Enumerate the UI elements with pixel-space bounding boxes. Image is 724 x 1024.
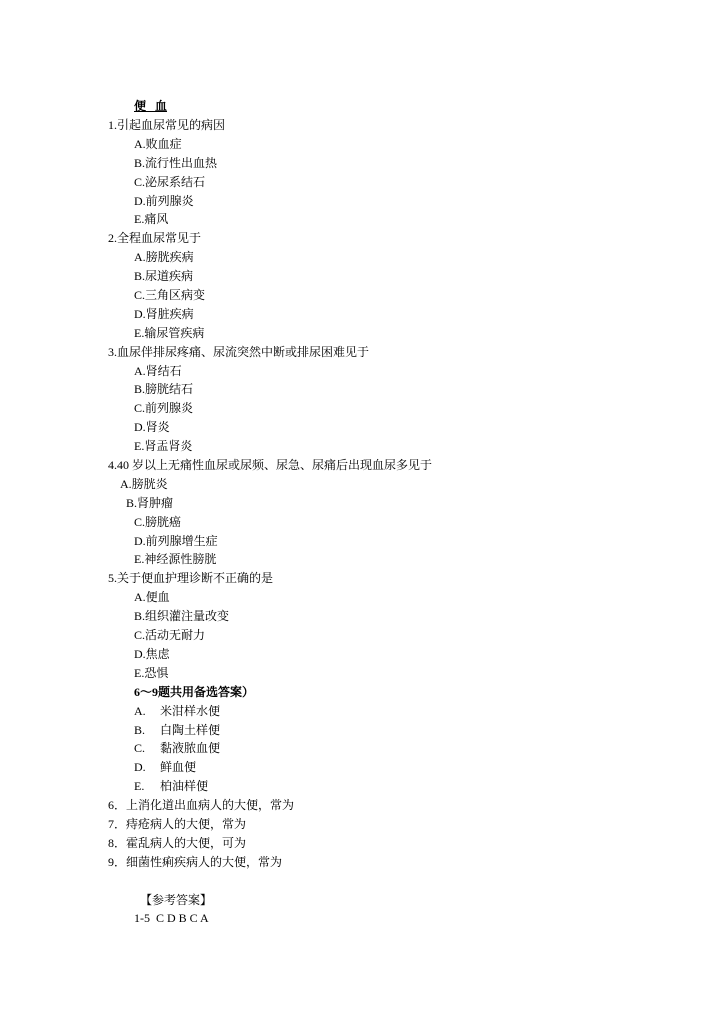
page-title: 便 血	[134, 99, 168, 113]
shared-option	[0, 777, 724, 796]
option: A.败血症	[134, 136, 182, 151]
option: E.输尿管疾病	[134, 325, 205, 340]
question: 4.40 岁以上无痛性血尿或尿频、尿急、尿痛后出现血尿多见于	[108, 458, 433, 473]
option: D.前列腺炎	[134, 193, 194, 208]
option-letter: A.	[134, 703, 146, 718]
option: C.三角区病变	[134, 288, 206, 303]
question: 1.引起血尿常见的病因	[108, 118, 226, 132]
question: 7．痔疮病人的大便，常为	[108, 816, 247, 831]
option-letter: D.	[134, 760, 146, 775]
shared-option	[0, 702, 724, 721]
option: A.肾结石	[134, 363, 182, 378]
option: C.活动无耐力	[134, 628, 206, 643]
option-text: 鲜血便	[160, 760, 197, 775]
option-text: 黏液脓血便	[160, 741, 221, 756]
option: A.膀胱炎	[120, 476, 168, 491]
option-text: 白陶土样便	[160, 722, 221, 737]
question: 6．上消化道出血病人的大便，常为	[108, 798, 295, 813]
option: E.肾盂肾炎	[134, 439, 193, 454]
option-letter: E.	[134, 779, 145, 794]
option-letter: C.	[134, 741, 146, 756]
answers-heading: 【参考答案】	[140, 892, 213, 907]
shared-option	[0, 758, 724, 777]
option: C.膀胱癌	[134, 514, 182, 529]
document	[0, 96, 724, 928]
option: D.前列腺增生症	[134, 533, 218, 548]
shared-questions	[0, 796, 724, 872]
option: E.痛风	[134, 212, 169, 227]
question: 5.关于便血护理诊断不正确的是	[108, 571, 274, 586]
option-text: 米泔样水便	[160, 703, 221, 718]
option: C.泌尿系结石	[134, 174, 206, 189]
questions-section	[0, 116, 724, 683]
question: 2.全程血尿常见于	[108, 231, 202, 246]
question: 3.血尿伴排尿疼痛、尿流突然中断或排尿困难见于	[108, 344, 370, 359]
option: A.便血	[134, 590, 170, 605]
option: B.膀胱结石	[134, 382, 194, 397]
option: D.肾炎	[134, 420, 170, 435]
shared-option	[0, 721, 724, 740]
option: B.流行性出血热	[134, 155, 218, 170]
option-letter: B.	[134, 722, 146, 737]
option: B.组织灌注量改变	[134, 609, 230, 624]
option: E.恐惧	[134, 665, 169, 680]
option: A.膀胱疾病	[134, 250, 194, 265]
question: 8．霍乱病人的大便，可为	[108, 835, 247, 850]
option: D.肾脏疾病	[134, 306, 194, 321]
answers-line: 1-5 C D B C A	[134, 911, 209, 926]
shared-option	[0, 739, 724, 758]
option: C.前列腺炎	[134, 401, 194, 416]
shared-options-header: 6～9题共用备选答案）	[134, 684, 255, 699]
option: D.焦虑	[134, 646, 170, 661]
question: 9．细菌性痢疾病人的大便，常为	[108, 854, 283, 869]
option: B.肾肿瘤	[126, 495, 174, 510]
option: E.神经源性膀胱	[134, 552, 217, 567]
option: B.尿道疾病	[134, 269, 194, 284]
option-text: 柏油样便	[160, 779, 209, 794]
spacer	[0, 872, 724, 891]
shared-options	[0, 702, 724, 796]
